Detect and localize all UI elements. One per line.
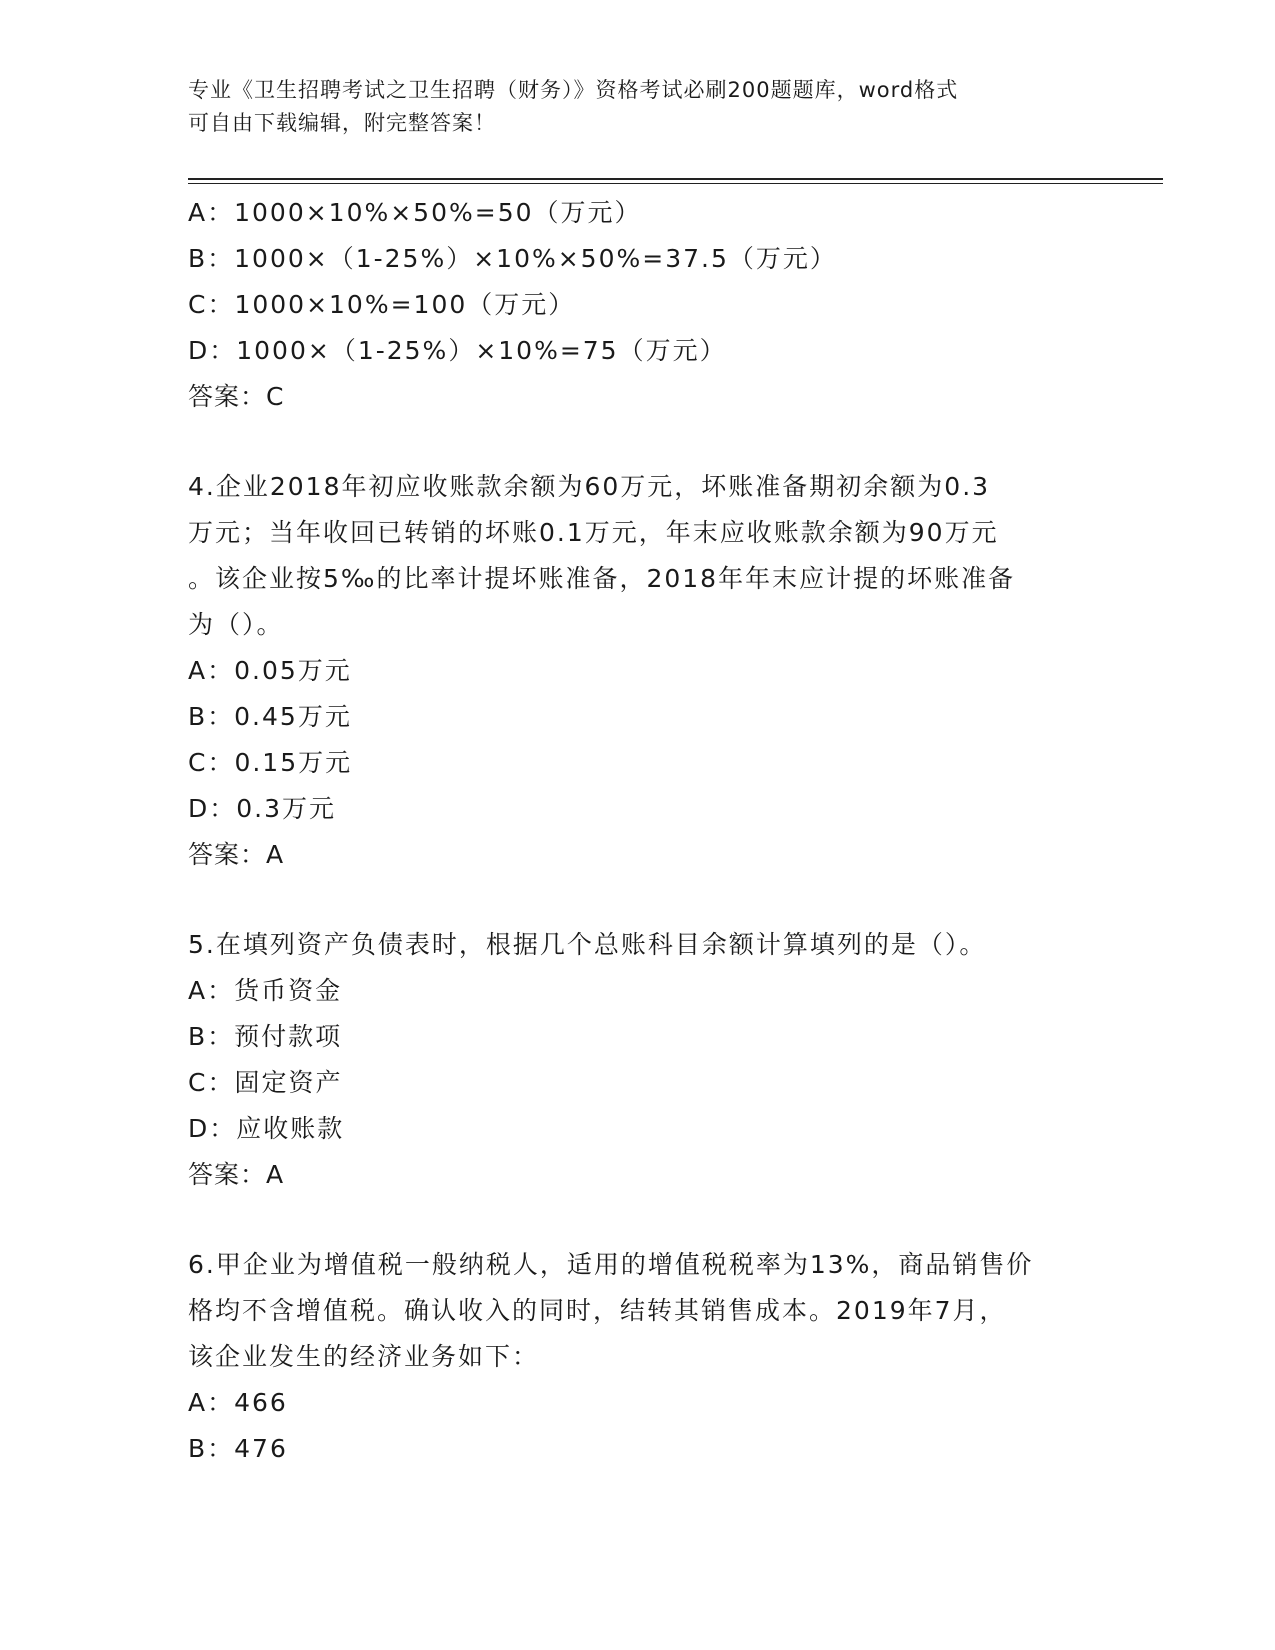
question-6-stem-line-3: 该企业发生的经济业务如下：: [188, 1342, 540, 1371]
header-rule-thin: [188, 183, 1163, 184]
question-5-stem-line-1: 5.在填列资产负债表时，根据几个总账科目余额计算填列的是（）。: [188, 930, 987, 959]
question-3-options: [188, 190, 1088, 374]
question-3-answer: 答案：C: [188, 382, 285, 411]
question-5-option-d: D：应收账款: [188, 1114, 345, 1143]
question-4-option-d: D：0.3万元: [188, 794, 337, 823]
question-5-option-a: A：货币资金: [188, 976, 343, 1005]
header-rule-thick: [188, 178, 1163, 180]
question-5-options: [188, 968, 1088, 1152]
question-6-stem-line-1: 6.甲企业为增值税一般纳税人，适用的增值税税率为13%，商品销售价: [188, 1250, 1034, 1279]
question-6-options: [188, 1380, 1088, 1472]
spacer: [188, 878, 1088, 922]
question-4-stem: [188, 464, 1088, 648]
question-4-option-c: C：0.15万元: [188, 748, 353, 777]
page-header: [188, 74, 1088, 140]
question-3-option-b: B：1000×（1-25%）×10%×50%=37.5（万元）: [188, 244, 837, 273]
question-4-stem-line-1: 4.企业2018年初应收账款余额为60万元，坏账准备期初余额为0.3: [188, 472, 991, 501]
spacer: [188, 420, 1088, 464]
question-3-option-a: A：1000×10%×50%=50（万元）: [188, 198, 642, 227]
question-6-option-b: B：476: [188, 1434, 288, 1463]
spacer: [188, 1198, 1088, 1242]
question-6-stem: [188, 1242, 1088, 1380]
question-content: [188, 190, 1088, 1472]
question-5-option-b: B：预付款项: [188, 1022, 343, 1051]
question-4-answer: 答案：A: [188, 840, 285, 869]
question-4-option-a: A：0.05万元: [188, 656, 352, 685]
question-5-option-c: C：固定资产: [188, 1068, 343, 1097]
question-4-stem-line-2: 万元；当年收回已转销的坏账0.1万元，年末应收账款余额为90万元: [188, 518, 999, 547]
question-5-stem: [188, 922, 1088, 968]
question-6-stem-line-2: 格均不含增值税。确认收入的同时，结转其销售成本。2019年7月，: [188, 1296, 1007, 1325]
question-5-answer: 答案：A: [188, 1160, 285, 1189]
question-4-option-b: B：0.45万元: [188, 702, 352, 731]
header-line-1: 专业《卫生招聘考试之卫生招聘（财务）》资格考试必刷200题题库，word格式: [188, 78, 959, 102]
header-line-2: 可自由下载编辑，附完整答案！: [188, 111, 496, 135]
question-4-stem-line-3: 。该企业按5‰的比率计提坏账准备，2018年年末应计提的坏账准备: [188, 564, 1016, 593]
question-4-stem-line-4: 为（）。: [188, 610, 284, 639]
question-4-options: [188, 648, 1088, 832]
question-6-option-a: A：466: [188, 1388, 288, 1417]
question-3-option-d: D：1000×（1-25%）×10%=75（万元）: [188, 336, 727, 365]
question-3-option-c: C：1000×10%=100（万元）: [188, 290, 576, 319]
